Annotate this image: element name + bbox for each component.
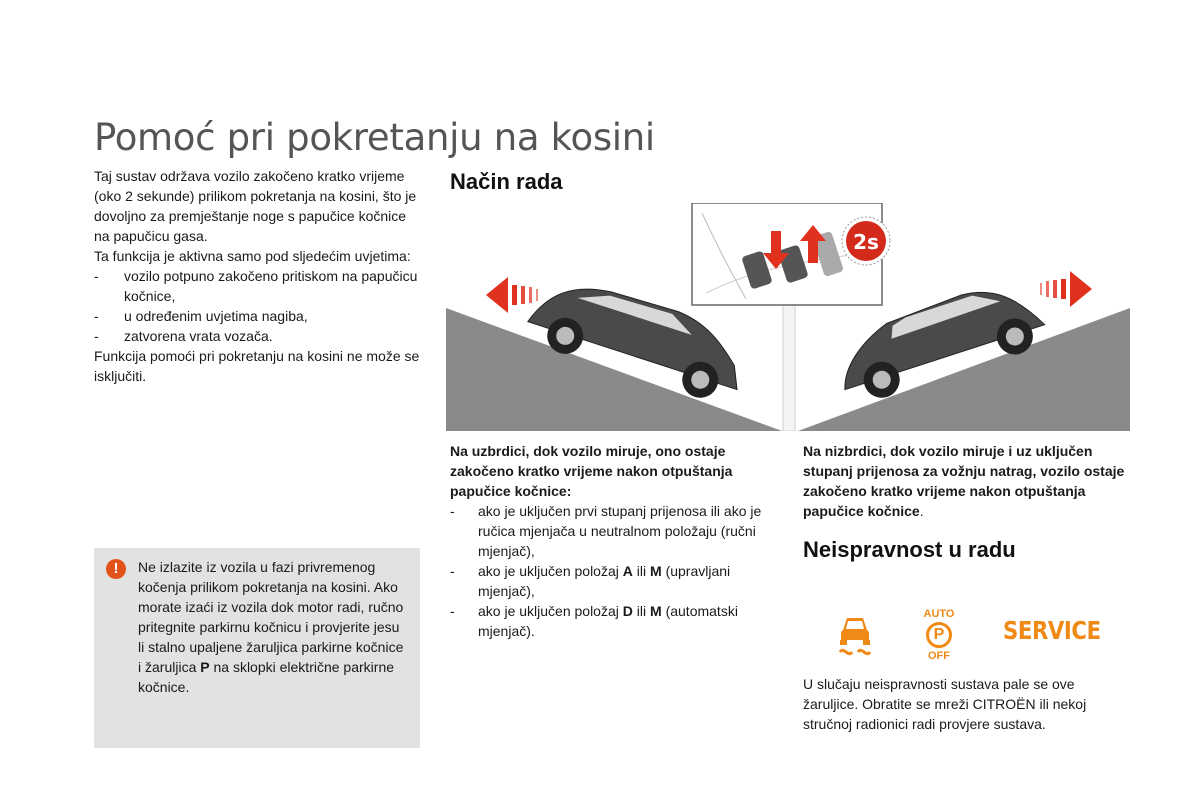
list-item: - u određenim uvjetima nagiba, xyxy=(94,306,424,326)
hill-start-illustration xyxy=(446,203,1130,431)
uphill-section xyxy=(450,441,780,641)
esp-skid-icon xyxy=(834,612,876,660)
malfunction-text: U slučaju neispravnosti sustava pale se ove žaruljice. Obratite se mreži CITROËN ili nekoj stručnoj radionici radi provjere sustava. xyxy=(803,676,1087,732)
section-heading-malfunction: Neispravnost u radu xyxy=(803,537,1016,562)
warning-icon: ! xyxy=(106,559,126,579)
conditions-paragraph: Ta funkcija je aktivna samo pod sljedećim uvjetima: xyxy=(94,248,411,264)
intro-paragraph: Taj sustav održava vozilo zakočeno kratko vrijeme (oko 2 sekunde) prilikom pokretanja na kosini, što je dovoljno za premještanje noge s papučice kočnice na papučicu gasa. xyxy=(94,168,417,244)
pedal-inset xyxy=(692,203,890,305)
service-lamp-icon: SERVICE xyxy=(1003,616,1101,645)
downhill-text: Na nizbrdici, dok vozilo miruje i uz uključen stupanj prijenosa za vožnju natrag, vozilo ostaje zakočeno kratko vrijeme nakon otpuštanja papučice kočnice. xyxy=(803,443,1125,519)
uphill-list xyxy=(450,501,780,641)
cannot-disable-paragraph: Funkcija pomoći pri pokretanju na kosini ne može se isključiti. xyxy=(94,348,420,384)
list-item: - ako je uključen položaj A ili M (upravljani mjenjač), xyxy=(450,561,780,601)
list-item: - zatvorena vrata vozača. xyxy=(94,326,424,346)
uphill-direction-arrow xyxy=(486,277,538,313)
auto-p-off-icon: AUTO P OFF xyxy=(923,608,955,662)
section-heading-nacin-rada: Način rada xyxy=(450,169,563,194)
uphill-lead: Na uzbrdici, dok vozilo miruje, ono ostaje zakočeno kratko vrijeme nakon otpuštanja papučice kočnice: xyxy=(450,443,733,499)
intro-section xyxy=(94,166,424,386)
downhill-direction-arrow xyxy=(1040,271,1092,307)
page-title: Pomoć pri pokretanju na kosini xyxy=(94,116,655,159)
downhill-section xyxy=(803,441,1133,521)
conditions-list xyxy=(94,266,424,346)
list-item: - ako je uključen prvi stupanj prijenosa ili ako je ručica mjenjača u neutralnom položaju (ručni mjenjač), xyxy=(450,501,780,561)
warning-text: Ne izlazite iz vozila u fazi privremenog kočenja prilikom pokretanja na kosini. Ako morate izaći iz vozila dok motor radi, ručno pritegnite parkirnu kočnicu i provjerite jesu li stalno upaljene žaruljica parkirne kočnice i žaruljica P na sklopki električne parkirne kočnice. xyxy=(138,559,404,695)
list-item: - ako je uključen položaj D ili M (automatski mjenjač). xyxy=(450,601,780,641)
list-item: - vozilo potpuno zakočeno pritiskom na papučicu kočnice, xyxy=(94,266,424,306)
timer-badge: 2s xyxy=(853,230,879,254)
